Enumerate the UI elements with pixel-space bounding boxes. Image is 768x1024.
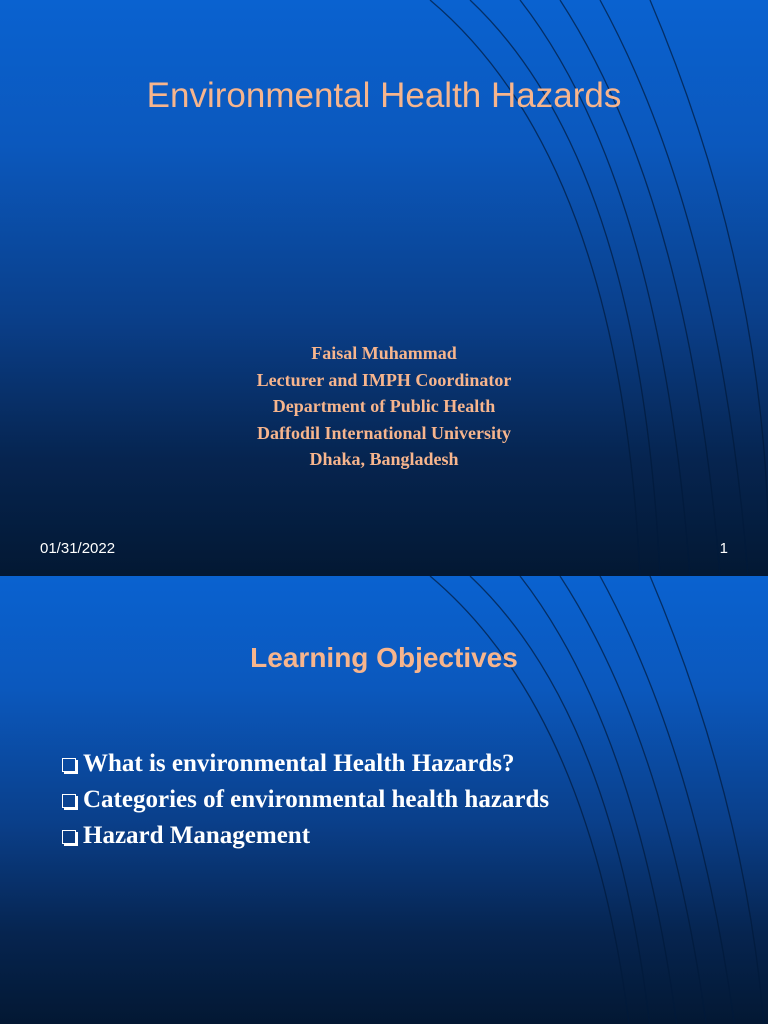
list-item [62,746,549,782]
checkbox-bullet-icon [62,830,76,844]
slide-date: 01/31/2022 [40,540,116,557]
objectives-slide [0,576,768,1024]
objective-text: What is environmental Health Hazards? [83,750,515,777]
author-name: Faisal Muhammad [311,343,457,363]
objective-text: Categories of environmental health hazards [83,786,550,813]
list-item [62,782,549,818]
author-university: Daffodil International University [257,422,511,443]
author-department: Department of Public Health [272,396,496,416]
slide-title: Environmental Health Hazards [146,76,622,115]
objective-text: Hazard Management [83,822,311,849]
slide-title: Learning Objectives [250,642,518,673]
checkbox-bullet-icon [62,794,76,808]
author-location: Dhaka, Bangladesh [309,449,459,469]
slide-number: 1 [719,540,728,557]
list-item [62,818,549,854]
author-block [0,340,768,473]
checkbox-bullet-icon [62,758,76,772]
objectives-list [62,746,549,854]
author-position: Lecturer and IMPH Coordinator [256,369,512,390]
